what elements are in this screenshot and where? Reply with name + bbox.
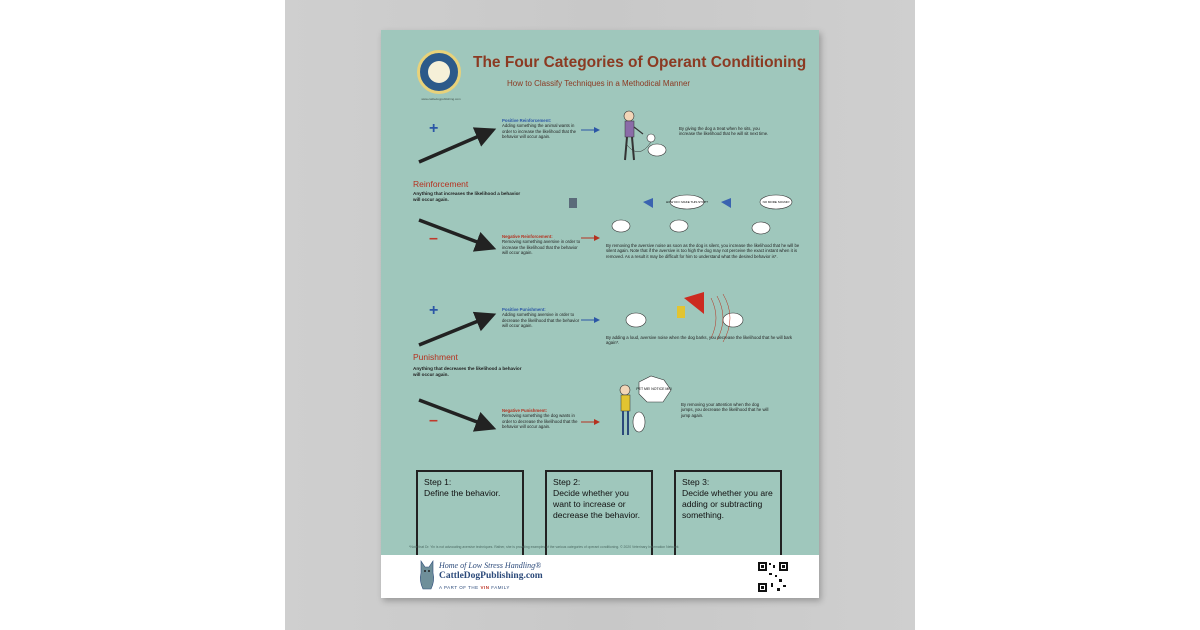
person-with-dog-illustration (624, 111, 666, 160)
bubble-text-2: NO MORE SOUND! (762, 200, 790, 204)
reinforcement-description: Anything that increases the likelihood a behavior will occur again. (413, 191, 521, 202)
family-prefix: A PART OF THE (439, 585, 481, 590)
footnote: *Note that Dr. Yin is not advocating aversive techniques. Rather, she is providing examples of the various categories of operant conditioning. © 2020 Veterinary Information Network (409, 545, 679, 549)
positive-punishment-example: By adding a loud, aversive noise when the dog barks, you decrease the likelihood that he will bark again*. (606, 335, 793, 346)
poster-footer (381, 555, 819, 598)
step-title: Step 2: (553, 477, 581, 487)
bubble-text-1: HOW DO I MAKE THIS STOP? (666, 200, 708, 204)
negative-reinforcement-example: By removing the aversive noise as soon as the dog is silent, you increase the likelihood that he will be silent again. Note that if the aversive is too high the dog may not perceive the exact instant when it is removed. As a result it may be difficult for him to understand what the desired behavior is*. (606, 243, 800, 259)
definition-label: Positive Punishment: (502, 307, 546, 312)
poster (381, 30, 819, 598)
poster-subtitle: How to Classify Techniques in a Methodical Manner (507, 79, 691, 88)
negative-punishment-illustration (620, 376, 671, 435)
definition-label: Negative Punishment: (502, 408, 548, 413)
definition-text: Adding something the animal wants in order to increase the likelihood that the behavior will occur again. (502, 123, 577, 140)
plus-sign-reinforcement: + (429, 120, 439, 137)
punishment-description: Anything that decreases the likelihood a behavior will occur again. (413, 366, 522, 377)
positive-reinforcement-example: By giving the dog a treat when he sits, you increase the likelihood that he will sit next time. (679, 126, 769, 137)
vin-logo: VIN (480, 585, 490, 590)
logo-url: www.cattledogpublishing.com (421, 97, 461, 101)
step-3-box (674, 470, 782, 558)
cattledog-icon (417, 559, 437, 591)
definition-label: Positive Reinforcement: (502, 118, 552, 123)
definition-label: Negative Reinforcement: (502, 234, 553, 239)
step-text: Decide whether you are adding or subtracting something. (682, 488, 773, 520)
footer-tagline: Home of Low Stress Handling® (439, 561, 542, 570)
poster-title: The Four Categories of Operant Conditioning (473, 54, 807, 71)
family-suffix: FAMILY (489, 585, 510, 590)
step-text: Define the behavior. (424, 488, 501, 498)
step-title: Step 3: (682, 477, 710, 487)
negative-punishment-example: By removing your attention when the dog jumps, you decrease the likelihood that he will jump again. (681, 402, 769, 418)
qr-code-icon (757, 561, 789, 593)
step-text: Decide whether you want to increase or decrease the behavior. (553, 488, 640, 520)
step-title: Step 1: (424, 477, 452, 487)
footer-family (439, 585, 510, 590)
reinforcement-heading: Reinforcement (413, 179, 469, 189)
definition-text: Adding something aversive in order to decrease the likelihood that the behavior will occur again. (502, 312, 580, 329)
minus-sign-reinforcement: – (429, 230, 438, 247)
footer-website[interactable]: CattleDogPublishing.com (439, 571, 543, 581)
bubble-text-3: PET ME! NOTICE ME! (636, 387, 672, 391)
punishment-heading: Punishment (413, 352, 458, 362)
minus-sign-punishment: – (429, 412, 438, 429)
plus-sign-punishment: + (429, 302, 439, 319)
definition-text: Removing something aversive in order to increase the likelihood that the behavior will occur again. (502, 239, 581, 256)
definition-text: Removing something the dog wants in order to decrease the likelihood that the behavior will occur again. (502, 413, 578, 430)
